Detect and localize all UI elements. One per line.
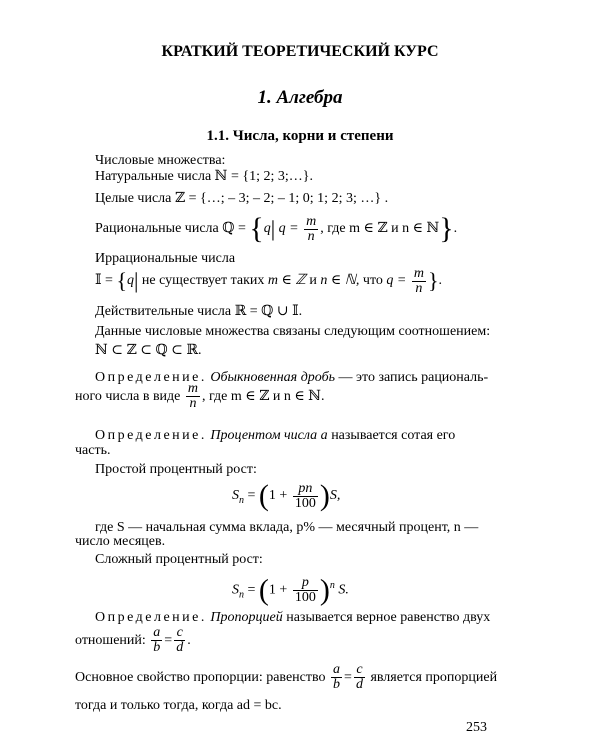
simple-growth-title: Простой процентный рост:	[95, 462, 257, 477]
irrational-m-in-z: m ∈ ℤ	[267, 273, 306, 289]
integer-label: Целые числа	[95, 191, 172, 206]
formula-fraction	[293, 482, 318, 511]
definition-text: ного числа в виде	[75, 389, 181, 404]
formula-one-plus: 1 +	[268, 488, 288, 504]
real-label: Действительные числа	[95, 304, 232, 319]
definition-text: , где m ∈ ℤ и n ∈ ℕ.	[202, 389, 325, 404]
formula-rhs: S,	[329, 488, 341, 504]
rational-open-brace: {	[249, 212, 264, 245]
rational-numerator: m	[306, 213, 317, 229]
rational-eq: q =	[278, 221, 299, 237]
definition-text: называется верное равенство двух	[282, 610, 491, 625]
definition-fraction-line2	[75, 382, 325, 412]
irrational-label: Иррациональные числа	[95, 251, 236, 266]
page-header-title: КРАТКИЙ ТЕОРЕТИЧЕСКИЙ КУРС	[161, 43, 439, 60]
simple-growth-where-line2: число месяцев.	[75, 534, 166, 549]
formula-rhs: S.	[338, 582, 349, 598]
definition-fraction	[186, 382, 200, 411]
irrational-bar: |	[134, 268, 139, 293]
definition-term: Процентом числа a	[210, 428, 328, 443]
definition-text: — это запись рациональ-	[335, 370, 489, 385]
definition-label: Определение.	[95, 370, 207, 385]
relation-text: Данные числовые множества связаны следующим соотношением:	[95, 324, 491, 339]
paren-right: )	[319, 479, 330, 512]
irrational-n-in-n: n ∈ ℕ,	[320, 273, 360, 289]
definition-term: Обыкновенная дробь	[210, 370, 336, 385]
irrational-and: и	[309, 273, 317, 289]
real-numbers-line	[95, 304, 302, 320]
ratio-eq: =	[344, 670, 352, 685]
compound-growth-formula	[232, 566, 349, 615]
irrational-fraction	[412, 267, 426, 296]
fraction-denominator: n	[189, 396, 197, 412]
formula-exponent: n	[329, 580, 335, 591]
fraction-denominator: 100	[294, 495, 316, 511]
definition-label: Определение.	[95, 428, 207, 443]
irrational-text: не существует таких	[141, 273, 265, 289]
definition-proportion-line1	[95, 610, 490, 626]
fraction-numerator: p	[293, 576, 318, 591]
ratio-denominator: b	[333, 677, 341, 693]
integer-numbers-line	[95, 191, 388, 207]
definition-text: отношений:	[75, 633, 146, 648]
irrational-open-brace: {	[116, 268, 128, 293]
simple-growth-formula	[232, 476, 340, 521]
ratio-right	[174, 626, 185, 655]
sets-intro: Числовые множества:	[95, 153, 226, 168]
definition-term: Пропорцией	[210, 610, 283, 625]
formula-subscript: n	[239, 589, 244, 601]
rational-label: Рациональные числа	[95, 221, 219, 237]
paren-left: (	[258, 479, 269, 512]
definition-text: называется сотая его	[327, 428, 456, 443]
formula-lhs: S	[232, 488, 239, 504]
irrational-denominator: n	[415, 280, 423, 296]
rational-end: .	[453, 221, 458, 237]
ratio-numerator: c	[174, 626, 185, 641]
definition-label: Определение.	[95, 610, 207, 625]
rational-q: q	[263, 221, 271, 237]
rational-lhs: ℚ =	[222, 221, 246, 237]
ratio-denominator: d	[176, 640, 184, 656]
property-text: является пропорцией	[370, 670, 498, 685]
formula-subscript: n	[239, 495, 244, 507]
fraction-denominator: 100	[294, 589, 316, 605]
ratio-right	[354, 663, 365, 692]
integer-formula: ℤ = {…; – 3; – 2; – 1; 0; 1; 2; 3; …} .	[174, 191, 389, 206]
proportion-property-line2: тогда и только тогда, когда ad = bc.	[75, 698, 282, 713]
fraction-numerator: pn	[293, 482, 318, 497]
simple-growth-where-line1: где S — начальная сумма вклада, p% — месячный процент, n —	[95, 520, 479, 535]
rational-numbers-line	[95, 214, 457, 244]
definition-percent-line1	[95, 428, 455, 444]
chapter-title: 1. Алгебра	[257, 87, 343, 108]
ratio-left	[331, 663, 342, 692]
irrational-numerator: m	[413, 265, 424, 281]
formula-one-plus: 1 +	[268, 582, 288, 598]
ratio-numerator: c	[354, 663, 365, 678]
rational-denominator: n	[307, 228, 315, 244]
irrational-close-brace: }	[427, 268, 439, 293]
irrational-end: .	[438, 273, 443, 289]
real-formula: ℝ = ℚ ∪ 𝕀.	[234, 304, 303, 319]
ratio-numerator: a	[153, 625, 161, 641]
fraction-numerator: m	[187, 381, 199, 397]
irrational-formula	[95, 266, 442, 296]
ratio-denominator: b	[153, 640, 161, 656]
formula-eq: =	[247, 488, 256, 504]
irrational-lhs: 𝕀 =	[95, 273, 113, 289]
ratio-denominator: d	[355, 677, 363, 693]
rational-bar: |	[270, 216, 276, 241]
rational-condition: , где m ∈ ℤ и n ∈ ℕ	[320, 221, 440, 237]
definition-percent-line2: часть.	[75, 443, 111, 458]
irrational-what: что	[362, 273, 383, 289]
proportion-property-line1	[75, 662, 497, 694]
formula-fraction	[293, 576, 318, 605]
formula-eq: =	[247, 582, 256, 598]
formula-lhs: S	[232, 582, 239, 598]
definition-proportion-line2	[75, 625, 191, 657]
natural-label: Натуральные числа	[95, 169, 212, 184]
rational-fraction	[304, 215, 318, 244]
page-number: 253	[466, 720, 487, 735]
irrational-eq: q =	[386, 273, 407, 289]
natural-numbers-line	[95, 169, 313, 185]
rational-close-brace: }	[439, 212, 454, 245]
section-title: 1.1. Числа, корни и степени	[206, 128, 394, 144]
ratio-left	[151, 626, 162, 655]
irrational-q: q	[127, 273, 135, 289]
paren-left: (	[258, 573, 269, 607]
paren-right: )	[319, 573, 330, 607]
ratio-eq: =	[164, 633, 173, 648]
relation-formula: ℕ ⊂ ℤ ⊂ ℚ ⊂ ℝ.	[95, 343, 202, 358]
property-text: Основное свойство пропорции: равенство	[75, 670, 326, 685]
natural-formula: ℕ = {1; 2; 3;…}.	[214, 169, 313, 184]
compound-growth-title: Сложный процентный рост:	[95, 552, 263, 567]
ratio-numerator: a	[333, 662, 341, 678]
ratio-end: .	[187, 633, 191, 648]
